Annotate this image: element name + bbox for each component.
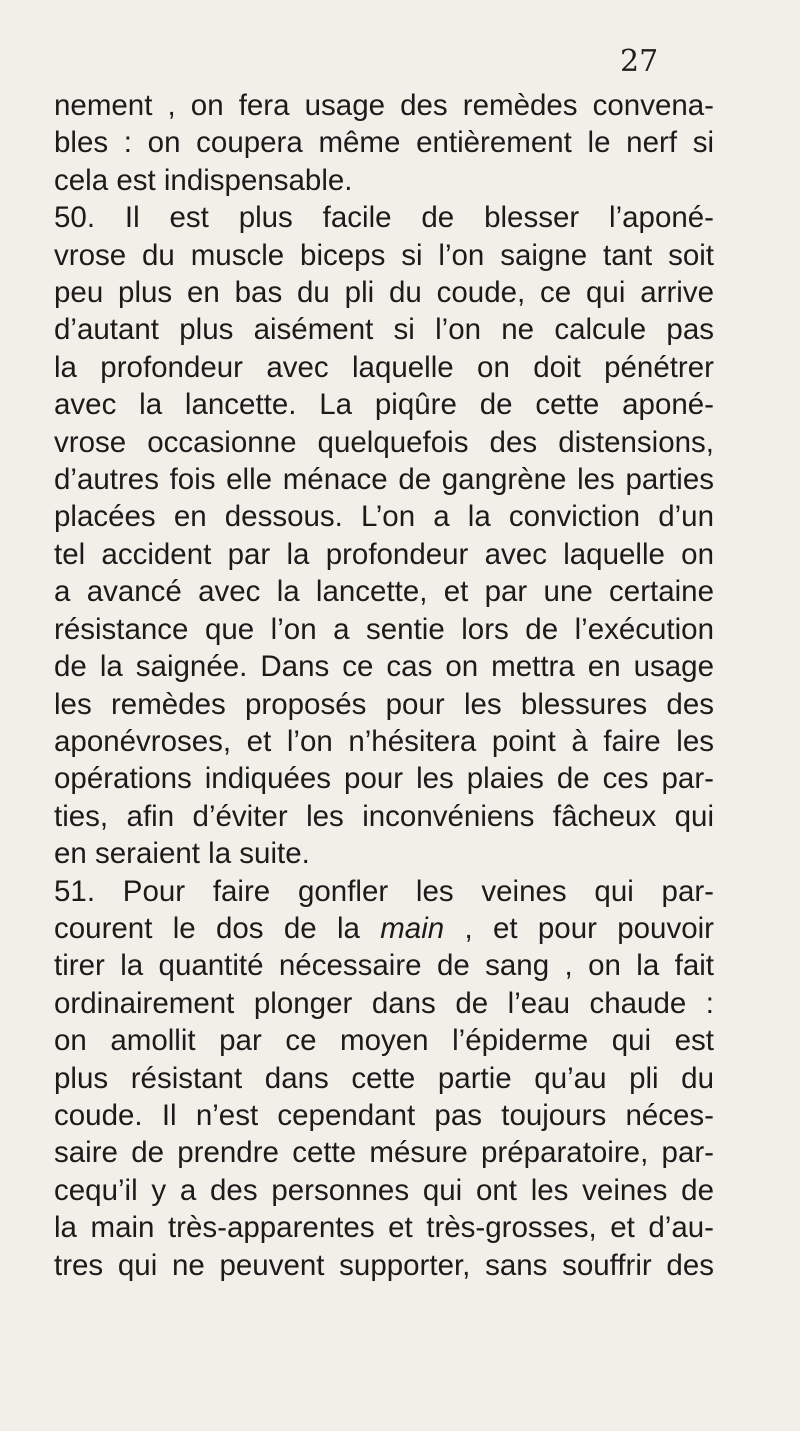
text-line: bles : on coupera même entièrement le nerf si [54,126,714,160]
text-line: ties, afin d’éviter les inconvéniens fâcheux qui [54,799,714,833]
body-text [54,87,714,1284]
text-line: nement , on fera usage des remèdes convena- [54,89,714,122]
text-segment: , et pour pouvoir [444,911,714,945]
text-line: on amollit par ce moyen l’épiderme qui est [54,1024,714,1058]
text-segment: courent le dos de la [54,911,381,945]
text-line: saire de prendre cette mésure préparatoire, par- [54,1136,714,1170]
text-line: vrose occasionne quelquefois des distensions, [54,425,714,459]
page-number: 27 [620,44,659,79]
text-line: placées en dessous. L’on a la conviction d’un [54,500,714,534]
text-line-with-italic [54,910,714,947]
text-line: d’autant plus aisément si l’on ne calcule pas [54,313,714,347]
text-line: résistance que l’on a sentie lors de l’exécution [54,612,714,646]
text-line: de la saignée. Dans ce cas on mettra en usage [54,650,714,684]
text-line: tirer la quantité nécessaire de sang , on la fait [54,949,714,983]
text-line: d’autres fois elle ménace de gangrène les parties [54,463,714,497]
text-line: cequ’il y a des personnes qui ont les veines de [54,1173,714,1207]
text-line: cela est indispensable. [54,163,353,197]
text-line: tres qui ne peuvent supporter, sans souffrir des [54,1248,714,1282]
text-line: aponévroses, et l’on n’hésitera point à faire les [54,724,714,758]
text-line: la main très-apparentes et très-grosses, et d’au- [54,1211,714,1245]
text-line: les remèdes proposés pour les blessures des [54,687,714,721]
text-line: opérations indiquées pour les plaies de ces par- [54,762,714,796]
text-line: peu plus en bas du pli du coude, ce qui arrive [54,276,714,310]
italic-word-main: main [380,911,445,945]
text-line: la profondeur avec laquelle on doit pénétrer [54,350,714,384]
paragraph-51-start: 51. Pour faire gonfler les veines qui par- [54,874,714,908]
text-line: coude. Il n’est cependant pas toujours néces- [54,1098,714,1132]
text-line: a avancé avec la lancette, et par une certaine [54,575,714,609]
text-line: ordinairement plonger dans de l’eau chaude : [54,986,714,1020]
text-line: vrose du muscle biceps si l’on saigne tant soit [54,238,714,272]
text-line: avec la lancette. La piqûre de cette aponé- [54,388,714,422]
text-line: en seraient la suite. [54,837,310,871]
text-line: tel accident par la profondeur avec laquelle on [54,537,714,571]
text-line: 50. Il est plus facile de blesser l’aponé- [54,201,714,235]
text-line: plus résistant dans cette partie qu’au pli du [54,1061,714,1095]
